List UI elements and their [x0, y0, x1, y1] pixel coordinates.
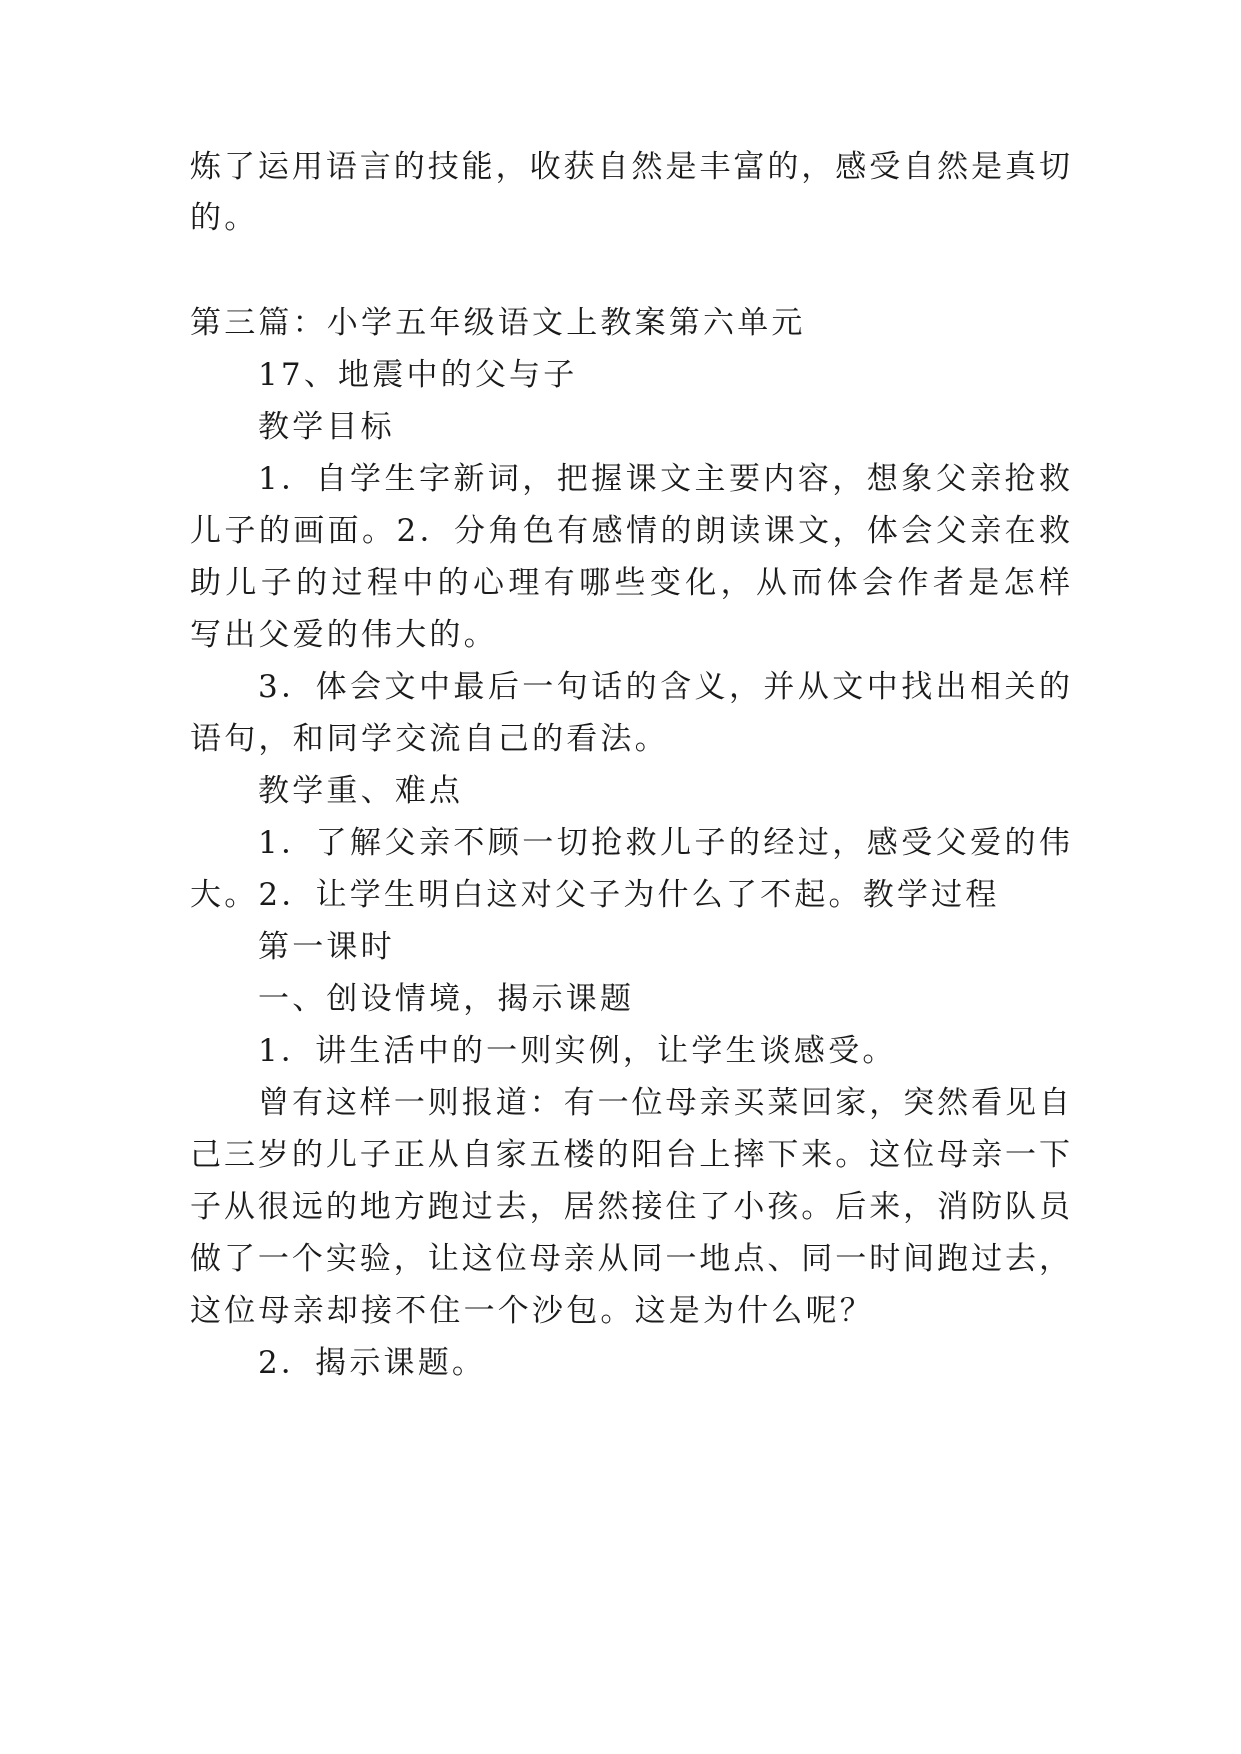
lesson-title: 17、地震中的父与子	[258, 357, 578, 393]
paragraph-line: 大。2．让学生明白这对父子为什么了不起。教学过程	[190, 877, 1000, 913]
paragraph-line: 儿子的画面。2．分角色有感情的朗读课文，体会父亲在救	[190, 513, 1070, 549]
paragraph-line: 写出父爱的伟大的。	[190, 617, 498, 653]
paragraph-line: 语句，和同学交流自己的看法。	[190, 721, 669, 757]
paragraph-line: 1．讲生活中的一则实例，让学生谈感受。	[258, 1033, 897, 1069]
paragraph-line: 的。	[190, 200, 259, 236]
key-points-heading: 教学重、难点	[258, 773, 464, 809]
paragraph-line: 1．自学生字新词，把握课文主要内容，想象父亲抢救	[258, 461, 1070, 497]
paragraph-line: 助儿子的过程中的心理有哪些变化，从而体会作者是怎样	[190, 565, 1070, 601]
step-heading: 一、创设情境，揭示课题	[258, 981, 635, 1017]
paragraph-line: 1．了解父亲不顾一切抢救儿子的经过，感受父爱的伟	[258, 825, 1070, 861]
paragraph-line: 炼了运用语言的技能，收获自然是丰富的，感受自然是真切	[190, 149, 1070, 185]
paragraph-line: 曾有这样一则报道：有一位母亲买菜回家，突然看见自	[258, 1085, 1070, 1121]
paragraph-line: 这位母亲却接不住一个沙包。这是为什么呢？	[190, 1293, 874, 1329]
section-title: 第三篇：小学五年级语文上教案第六单元	[190, 305, 806, 341]
paragraph-line: 做了一个实验，让这位母亲从同一地点、同一时间跑过去，	[190, 1241, 1070, 1277]
paragraph-line: 子从很远的地方跑过去，居然接住了小孩。后来，消防队员	[190, 1189, 1070, 1225]
teaching-goals-heading: 教学目标	[258, 409, 395, 445]
paragraph-line: 3．体会文中最后一句话的含义，并从文中找出相关的	[258, 669, 1070, 705]
paragraph-line: 己三岁的儿子正从自家五楼的阳台上摔下来。这位母亲一下	[190, 1137, 1070, 1173]
paragraph-line: 2．揭示课题。	[258, 1345, 487, 1381]
first-lesson-heading: 第一课时	[258, 929, 395, 965]
